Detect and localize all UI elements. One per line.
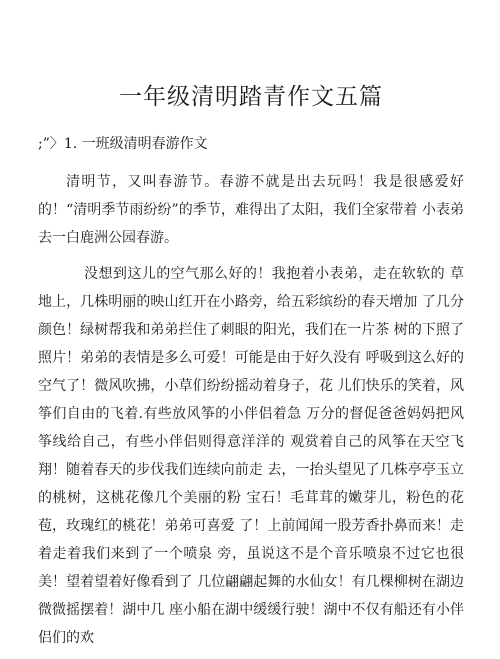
paragraph-1: 清明节，又叫春游节。春游不就是出去玩吗！我是很感爱好 的！“清明季节雨纷纷”的季节，难得出了太阳，我们全家带着 小表弟去一白鹿洲公园春游。 bbox=[38, 174, 464, 246]
paragraph-2: 没想到这儿的空气那么好的！我抱着小表弟，走在软软的 草地上，几株明丽的映山红开在小路旁，给五彩缤纷的春天增加 了几分颜色！绿树帮我和弟弟拦住了刺眼的阳光，我们在一片茶 树的下照了照片！弟弟的表情是多么可爱！可能是由于好久没有 呼吸到这么好的空气了！微风吹拂，小草们纷纷摇动着身子，花 儿们快乐的笑着，风筝们自由的飞着.有些放风筝的小伴侣着急 万分的督促爸爸妈妈把风筝线给自己，有些小伴侣则得意洋洋的 观赏着自己的风筝在天空飞翔！随着春天的步伐我们连续向前走 去，一抬头望见了几株亭亭玉立的桃树，这桃花像几个美丽的粉 宝石！毛茸茸的嫩芽儿，粉色的花苞，玫瑰红的桃花！弟弟可喜爱 了！上前闻闻一股芳香扑鼻而来！走着走着我们来到了一个喷泉 旁，虽说这不是个音乐喷泉不过它也很美！望着望着好像看到了 几位翩翩起舞的水仙女！有几棵柳树在湖边微微摇摆着！湖中几 座小船在湖中缓缓行驶！湖中不仅有船还有小伴侣们的欢 bbox=[38, 266, 464, 646]
document-title: 一年级清明踏青作文五篇 bbox=[119, 84, 383, 110]
section-heading: ;”〉1. 一班级清明春游作文 bbox=[38, 136, 208, 152]
